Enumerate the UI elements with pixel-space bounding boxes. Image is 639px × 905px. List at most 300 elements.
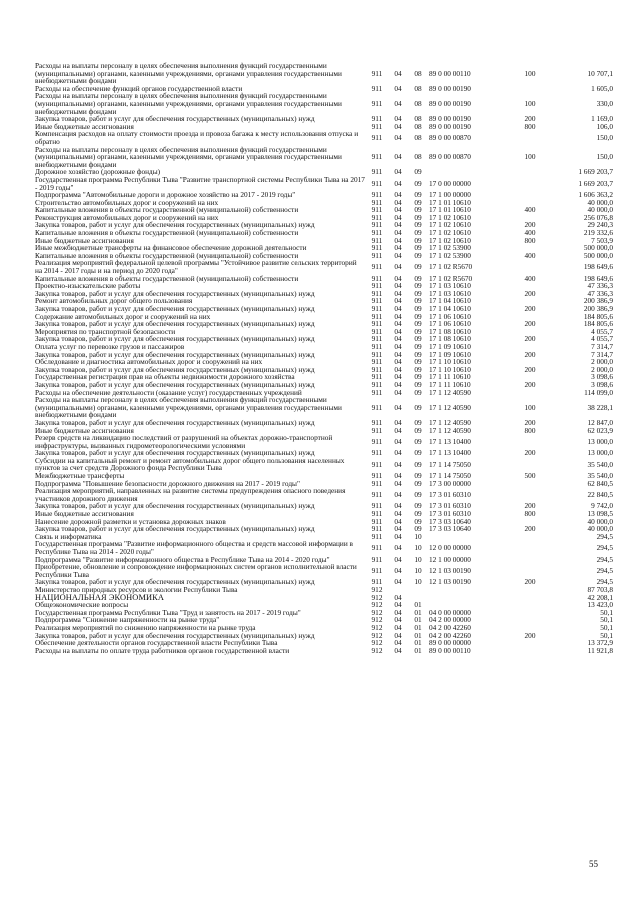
table-row — [35, 647, 613, 655]
row-amount: 50,1 — [600, 622, 613, 632]
row-target-article: 89 0 00 00190 — [429, 121, 471, 131]
row-amount: 500 000,0 — [583, 250, 613, 260]
row-expense-type — [515, 586, 545, 594]
row-amount: 7 314,7 — [591, 349, 613, 359]
row-grbs: 911 — [371, 425, 383, 435]
row-name: Государственная регистрация прав на объекты недвижимости дорожного хозяйства — [35, 372, 295, 382]
row-grbs: 912 — [371, 600, 383, 610]
row-grbs: 911 — [371, 554, 383, 564]
row-name: Резерв средств на ликвидацию последствий от разрушений на объектах дорожно-транспортной инфраструктуры, вызванных гидрометеорологическими условиями — [35, 433, 333, 450]
row-subsection: 01 — [414, 600, 422, 610]
row-section: 04 — [394, 133, 402, 143]
row-name: Общеэкономические вопросы — [35, 600, 129, 610]
row-subsection: 09 — [414, 288, 422, 298]
row-subsection: 09 — [414, 326, 422, 336]
row-amount: 40 000,0 — [587, 524, 613, 534]
row-section: 04 — [394, 296, 402, 306]
row-section: 04 — [394, 638, 402, 648]
row-section: 04 — [394, 349, 402, 359]
row-subsection: 08 — [414, 114, 422, 124]
row-target-article: 17 1 08 10610 — [429, 326, 471, 336]
row-amount: 13 000,0 — [587, 436, 613, 446]
row-section: 04 — [394, 490, 402, 500]
row-name: Закупка товаров, работ и услуг для обеспечения государственных (муниципальных) нужд — [35, 319, 315, 329]
row-expense-type — [515, 130, 545, 145]
row-subsection: 09 — [414, 296, 422, 306]
row-section: 04 — [394, 501, 402, 511]
row-expense-type: 800 — [524, 235, 536, 245]
row-section: 04 — [394, 531, 402, 541]
row-subsection: 09 — [414, 349, 422, 359]
row-name: Расходы на выплаты персоналу в целях обеспечения выполнения функций государственными (муниципальными) органами, казенными учреждениями, органами управления государственными внебюджетными фондами — [35, 61, 342, 86]
row-name: Ремонт автомобильных дорог общего пользования — [35, 296, 193, 306]
row-grbs: 911 — [371, 372, 383, 382]
row-subsection: 09 — [414, 167, 422, 177]
row-name: Капитальные вложения в объекты государственной (муниципальной) собственности — [35, 205, 299, 215]
row-grbs: 911 — [371, 459, 383, 469]
row-expense-type — [515, 647, 545, 655]
row-amount: 1 669 203,7 — [578, 167, 613, 177]
table-row — [35, 176, 613, 191]
row-section: 04 — [394, 334, 402, 344]
row-subsection: 09 — [414, 436, 422, 446]
row-amount: 7 503,9 — [591, 235, 613, 245]
row-grbs: 912 — [371, 584, 383, 594]
row-section: 04 — [394, 243, 402, 253]
row-amount: 106,0 — [596, 121, 613, 131]
row-grbs: 911 — [371, 152, 383, 162]
row-amount: 184 805,6 — [583, 311, 613, 321]
row-grbs: 911 — [371, 402, 383, 412]
row-section: 04 — [394, 83, 402, 93]
row-name: Строительство автомобильных дорог и сооружений на них — [35, 197, 219, 207]
row-amount: 200 386,9 — [583, 304, 613, 313]
row-section: 04 — [394, 288, 402, 298]
row-amount: 47 336,3 — [587, 281, 613, 291]
row-expense-type: 200 — [524, 379, 536, 389]
row-grbs: 911 — [371, 577, 383, 587]
row-expense-type: 200 — [524, 220, 536, 230]
row-name: Расходы на обеспечение деятельности (оказание услуг) государственных учреждений — [35, 387, 302, 397]
row-grbs: 911 — [371, 471, 383, 481]
row-amount: 7 314,7 — [591, 341, 613, 351]
row-expense-type: 400 — [524, 228, 536, 238]
row-target-article: 04 2 00 42260 — [429, 630, 471, 640]
row-target-article: 17 1 06 10610 — [429, 319, 471, 329]
row-grbs: 912 — [371, 607, 383, 617]
row-section: 04 — [394, 319, 402, 329]
row-name: Компенсация расходов на оплату стоимости проезда и провоза багажа к месту использования отпуска и обратно — [35, 129, 359, 146]
row-target-article: 89 0 00 00190 — [429, 83, 471, 93]
row-amount: 1 669 203,7 — [578, 178, 613, 188]
row-section: 04 — [394, 281, 402, 291]
row-section: 04 — [394, 304, 402, 313]
row-section: 04 — [394, 622, 402, 632]
row-subsection: 09 — [414, 228, 422, 238]
row-amount: 4 055,7 — [591, 334, 613, 344]
row-target-article: 89 0 00 00110 — [429, 68, 471, 78]
row-amount: 40 000,0 — [587, 197, 613, 207]
row-section: 04 — [394, 178, 402, 188]
row-name: Государственная программа Республики Тыва "Развитие транспортной системы Республики Тыва на 2017 - 2019 годы" — [35, 174, 365, 192]
row-target-article: 17 1 08 10610 — [429, 334, 471, 344]
row-expense-type — [515, 168, 545, 176]
row-target-article: 17 1 03 10610 — [429, 281, 471, 291]
row-name: Закупка товаров, работ и услуг для обеспечения государственных (муниципальных) нужд — [35, 114, 315, 124]
row-section: 04 — [394, 402, 402, 412]
row-grbs: 911 — [371, 364, 383, 374]
row-subsection: 09 — [414, 197, 422, 207]
row-name: Обследование и диагностика автомобильных дорог и сооружений на них — [35, 357, 263, 367]
row-amount: 40 000,0 — [587, 205, 613, 215]
row-name: Нанесение дорожной разметки и установка дорожных знаков — [35, 516, 226, 526]
row-expense-type: 200 — [524, 417, 536, 427]
row-amount: 35 540,0 — [587, 471, 613, 481]
row-grbs: 912 — [371, 622, 383, 632]
row-expense-type: 800 — [524, 509, 536, 519]
row-expense-type: 200 — [524, 304, 536, 313]
page-number: 55 — [589, 859, 598, 869]
row-section: 04 — [394, 448, 402, 458]
row-grbs: 911 — [371, 273, 383, 283]
row-target-article: 89 0 00 00190 — [429, 98, 471, 108]
row-name: Субсидии на капитальный ремонт и ремонт автомобильных дорог общего пользования населенных пунктов за счет средств Дорожного фонда Республики Тыва — [35, 455, 345, 473]
row-amount: 500 000,0 — [583, 243, 613, 253]
row-subsection: 09 — [414, 379, 422, 389]
row-name: Закупка товаров, работ и услуг для обеспечения государственных (муниципальных) нужд — [35, 630, 315, 640]
row-grbs: 911 — [371, 349, 383, 359]
row-target-article — [429, 594, 515, 602]
row-target-article: 17 1 10 10610 — [429, 357, 471, 367]
row-section: 04 — [394, 228, 402, 238]
row-grbs: 911 — [371, 167, 383, 177]
row-grbs: 912 — [371, 645, 383, 655]
row-section: 04 — [394, 273, 402, 283]
row-grbs: 911 — [371, 319, 383, 329]
row-amount: 62 840,5 — [587, 478, 613, 488]
row-section: 04 — [394, 436, 402, 446]
row-expense-type: 200 — [524, 577, 536, 587]
row-target-article: 17 1 06 10610 — [429, 311, 471, 321]
row-section: 04 — [394, 417, 402, 427]
table-row — [35, 563, 613, 578]
row-expense-type — [515, 563, 545, 578]
row-target-article: 89 0 00 00870 — [429, 152, 471, 162]
row-subsection: 09 — [414, 501, 422, 511]
row-name: Содержание автомобильных дорог и сооружений на них — [35, 311, 211, 321]
row-grbs: 911 — [371, 228, 383, 238]
row-expense-type: 100 — [524, 98, 536, 108]
row-grbs: 911 — [371, 133, 383, 143]
row-subsection: 01 — [414, 607, 422, 617]
row-amount: 22 840,5 — [587, 490, 613, 500]
row-amount: 3 098,6 — [591, 379, 613, 389]
row-grbs: 911 — [371, 524, 383, 534]
row-grbs: 911 — [371, 68, 383, 78]
row-expense-type: 100 — [524, 152, 536, 162]
row-target-article: 17 1 02 10610 — [429, 220, 471, 230]
row-name: НАЦИОНАЛЬНАЯ ЭКОНОМИКА — [35, 592, 164, 602]
row-amount: 4 055,7 — [591, 326, 613, 336]
row-section: 04 — [394, 565, 402, 575]
row-name: Закупка товаров, работ и услуг для обеспечения государственных (муниципальных) нужд — [35, 577, 315, 587]
row-grbs: 911 — [371, 565, 383, 575]
row-name: Иные бюджетные ассигнования — [35, 509, 134, 519]
row-section: 04 — [394, 630, 402, 640]
row-grbs: 912 — [371, 630, 383, 640]
table-row — [35, 62, 613, 85]
row-name: Мероприятия по транспортной безопасности — [35, 326, 176, 336]
row-name: Расходы на выплаты персоналу в целях обеспечения выполнения функций государственными (муниципальными) органами, казенными учреждениями, органами управления государственными внебюджетными фондами — [35, 91, 342, 116]
row-target-article: 17 1 02 R5670 — [429, 273, 473, 283]
row-target-article: 12 1 03 00190 — [429, 565, 471, 575]
row-amount: 294,5 — [596, 531, 613, 541]
row-name: Капитальные вложения в объекты государственной (муниципальной) собственности — [35, 273, 299, 283]
row-grbs: 911 — [371, 235, 383, 245]
row-subsection: 09 — [414, 524, 422, 534]
row-section: 04 — [394, 98, 402, 108]
row-subsection: 01 — [414, 638, 422, 648]
row-subsection: 09 — [414, 509, 422, 519]
row-subsection: 09 — [414, 334, 422, 344]
row-name: Закупка товаров, работ и услуг для обеспечения государственных (муниципальных) нужд — [35, 220, 315, 230]
row-subsection: 09 — [414, 212, 422, 222]
row-target-article: 04 2 00 00000 — [429, 615, 471, 625]
row-subsection: 10 — [414, 565, 422, 575]
row-grbs: 911 — [371, 341, 383, 351]
row-amount: 294,5 — [596, 543, 613, 553]
row-target-article: 17 1 12 40590 — [429, 417, 471, 427]
row-amount: 150,0 — [596, 152, 613, 162]
row-name: Реконструкция автомобильных дорог и сооружений на них — [35, 212, 219, 222]
row-subsection: 08 — [414, 83, 422, 93]
row-target-article: 17 1 14 75050 — [429, 459, 471, 469]
row-expense-type: 400 — [524, 250, 536, 260]
row-grbs: 911 — [371, 281, 383, 291]
row-target-article: 17 1 13 10400 — [429, 436, 471, 446]
row-target-article: 17 3 01 60310 — [429, 509, 471, 519]
row-grbs: 911 — [371, 262, 383, 272]
row-subsection: 09 — [414, 243, 422, 253]
row-name: Закупка товаров, работ и услуг для обеспечения государственных (муниципальных) нужд — [35, 288, 315, 298]
row-grbs: 911 — [371, 98, 383, 108]
row-section: 04 — [394, 524, 402, 534]
table-row — [35, 434, 613, 449]
row-target-article: 17 1 01 10610 — [429, 197, 471, 207]
row-subsection: 01 — [414, 622, 422, 632]
row-amount: 29 240,3 — [587, 220, 613, 230]
row-amount: 184 805,6 — [583, 319, 613, 329]
row-name: Иные бюджетные ассигнования — [35, 425, 134, 435]
row-section: 04 — [394, 311, 402, 321]
row-amount: 330,0 — [596, 98, 613, 108]
row-target-article: 89 0 00 00110 — [429, 645, 471, 655]
row-subsection: 09 — [414, 471, 422, 481]
row-name: Межбюджетные трансферты — [35, 471, 125, 481]
row-amount: 62 023,9 — [587, 425, 613, 435]
row-subsection: 09 — [414, 372, 422, 382]
row-section: 04 — [394, 341, 402, 351]
row-expense-type — [515, 85, 545, 93]
row-subsection: 09 — [414, 490, 422, 500]
row-expense-type — [515, 639, 545, 647]
row-section: 04 — [394, 152, 402, 162]
row-name: Расходы на выплаты по оплате труда работников органов государственной власти — [35, 645, 290, 655]
row-amount: 198 649,6 — [583, 273, 613, 283]
row-grbs: 911 — [371, 478, 383, 488]
row-name: Государственная программа "Развитие информационного общества и средств массовой информации в Республике Тыва на 2014 - 2020 годы" — [35, 539, 353, 556]
row-expense-type: 500 — [524, 471, 536, 481]
row-subsection: 09 — [414, 250, 422, 260]
row-grbs: 911 — [371, 501, 383, 511]
row-amount: 40 000,0 — [587, 516, 613, 526]
budget-table — [35, 62, 613, 654]
row-name: Приобретение, обновление и сопровождение информационных систем органов исполнительной власти Республики Тыва — [35, 562, 357, 579]
row-grbs: 911 — [371, 220, 383, 230]
row-subsection: 09 — [414, 357, 422, 367]
row-target-article: 12 1 03 00190 — [429, 577, 471, 587]
table-row — [35, 525, 613, 533]
row-section: 04 — [394, 220, 402, 230]
row-amount: 9 742,0 — [591, 501, 613, 511]
row-name: Министерство природных ресурсов и экологии Республики Тыва — [35, 584, 238, 594]
row-amount: 294,5 — [596, 577, 613, 587]
row-name: Закупка товаров, работ и услуг для обеспечения государственных (муниципальных) нужд — [35, 334, 315, 344]
row-grbs: 912 — [371, 615, 383, 625]
row-target-article: 04 0 00 00000 — [429, 607, 471, 617]
row-target-article: 17 1 11 10610 — [429, 379, 471, 389]
row-target-article — [429, 586, 515, 594]
table-row — [35, 146, 613, 169]
row-amount: 12 847,0 — [587, 417, 613, 427]
row-name: Закупка товаров, работ и услуг для обеспечения государственных (муниципальных) нужд — [35, 349, 315, 359]
row-expense-type: 800 — [524, 121, 536, 131]
row-subsection: 09 — [414, 205, 422, 215]
row-subsection: 08 — [414, 98, 422, 108]
row-section: 04 — [394, 121, 402, 131]
row-grbs: 911 — [371, 205, 383, 215]
row-amount: 13 423,0 — [587, 600, 613, 610]
row-amount: 2 000,0 — [591, 364, 613, 374]
row-expense-type — [515, 191, 545, 199]
row-section: 04 — [394, 167, 402, 177]
row-amount: 35 540,0 — [587, 459, 613, 469]
row-subsection: 08 — [414, 121, 422, 131]
row-subsection: 10 — [414, 531, 422, 541]
row-subsection: 09 — [414, 273, 422, 283]
row-name: Реализация мероприятий, направленных на развитие системы предупреждения опасного поведения участников дорожного движения — [35, 486, 346, 503]
row-grbs: 911 — [371, 114, 383, 124]
row-subsection: 01 — [414, 645, 422, 655]
row-amount: 114 099,0 — [584, 387, 613, 397]
row-section: 04 — [394, 212, 402, 222]
row-grbs: 911 — [371, 121, 383, 131]
row-expense-type: 400 — [524, 273, 536, 283]
row-grbs: 911 — [371, 448, 383, 458]
row-target-article: 17 1 11 10610 — [429, 372, 471, 382]
row-target-article: 17 3 03 10640 — [429, 516, 471, 526]
row-section: 04 — [394, 68, 402, 78]
row-name: Расходы на выплаты персоналу в целях обеспечения выполнения функций государственными (муниципальными) органами, казенными учреждениями, органами управления государственными внебюджетными фондами — [35, 395, 342, 420]
row-subsection: 09 — [414, 425, 422, 435]
table-row — [35, 130, 613, 145]
budget-table-body — [35, 62, 613, 654]
row-target-article: 17 1 09 10610 — [429, 349, 471, 359]
row-amount: 219 332,6 — [583, 228, 613, 238]
row-subsection: 09 — [414, 402, 422, 412]
row-target-article: 17 1 01 10610 — [429, 205, 471, 215]
row-target-article: 17 1 12 40590 — [429, 387, 471, 397]
row-expense-type — [515, 434, 545, 449]
row-grbs: 911 — [371, 326, 383, 336]
row-amount: 256 076,8 — [583, 212, 613, 222]
row-grbs: 911 — [371, 250, 383, 260]
row-amount: 87 703,8 — [587, 584, 613, 594]
row-expense-type — [515, 389, 545, 397]
row-name: Закупка товаров, работ и услуг для обеспечения государственных (муниципальных) нужд — [35, 379, 315, 389]
row-subsection: 09 — [414, 262, 422, 272]
row-amount: 50,1 — [600, 630, 613, 640]
row-amount: 200 386,9 — [583, 296, 613, 306]
row-target-article: 89 0 00 00190 — [429, 114, 471, 124]
row-section: 04 — [394, 543, 402, 553]
row-target-article: 17 1 02 10610 — [429, 235, 471, 245]
row-expense-type — [515, 480, 545, 488]
row-grbs: 911 — [371, 436, 383, 446]
row-section: 04 — [394, 262, 402, 272]
row-name: Капитальные вложения в объекты государственной (муниципальной) собственности — [35, 250, 299, 260]
row-amount: 198 649,6 — [583, 262, 613, 272]
row-target-article: 17 3 01 60310 — [429, 501, 471, 511]
row-expense-type: 200 — [524, 288, 536, 298]
row-target-article: 17 1 04 10610 — [429, 296, 471, 306]
row-subsection: 09 — [414, 190, 422, 200]
row-expense-type — [515, 601, 545, 609]
row-subsection: 01 — [414, 615, 422, 625]
row-section: 04 — [394, 190, 402, 200]
row-section: 04 — [394, 387, 402, 397]
row-amount: 50,1 — [600, 615, 613, 625]
row-grbs: 911 — [371, 490, 383, 500]
row-section: 04 — [394, 357, 402, 367]
row-target-article: 17 1 12 40590 — [429, 402, 471, 412]
row-grbs: 911 — [371, 387, 383, 397]
row-section: 04 — [394, 592, 402, 602]
row-grbs: 911 — [371, 357, 383, 367]
row-name: Подпрограмма "Автомобильные дороги и дорожное хозяйство на 2017 - 2019 годы" — [35, 190, 296, 200]
row-name: Иные бюджетные ассигнования — [35, 235, 134, 245]
row-expense-type — [515, 487, 545, 502]
row-expense-type: 200 — [524, 349, 536, 359]
row-name: Капитальные вложения в объекты государственной (муниципальной) собственности — [35, 228, 299, 238]
row-amount: 1 606 363,2 — [578, 190, 613, 200]
row-expense-type: 200 — [524, 448, 536, 458]
row-subsection: 09 — [414, 516, 422, 526]
row-target-article: 17 1 10 10610 — [429, 364, 471, 374]
row-grbs: 911 — [371, 417, 383, 427]
row-section: 04 — [394, 425, 402, 435]
row-amount: 13 372,9 — [587, 638, 613, 648]
table-row — [35, 487, 613, 502]
row-grbs: 911 — [371, 304, 383, 313]
row-subsection: 09 — [414, 304, 422, 313]
row-amount: 2 000,0 — [591, 357, 613, 367]
row-section: 04 — [394, 459, 402, 469]
row-grbs: 911 — [371, 296, 383, 306]
row-section: 04 — [394, 114, 402, 124]
row-expense-type: 200 — [524, 334, 536, 344]
row-name: Подпрограмма "Развитие информационного общества в Республике Тыва на 2014 - 2020 годы" — [35, 554, 330, 564]
